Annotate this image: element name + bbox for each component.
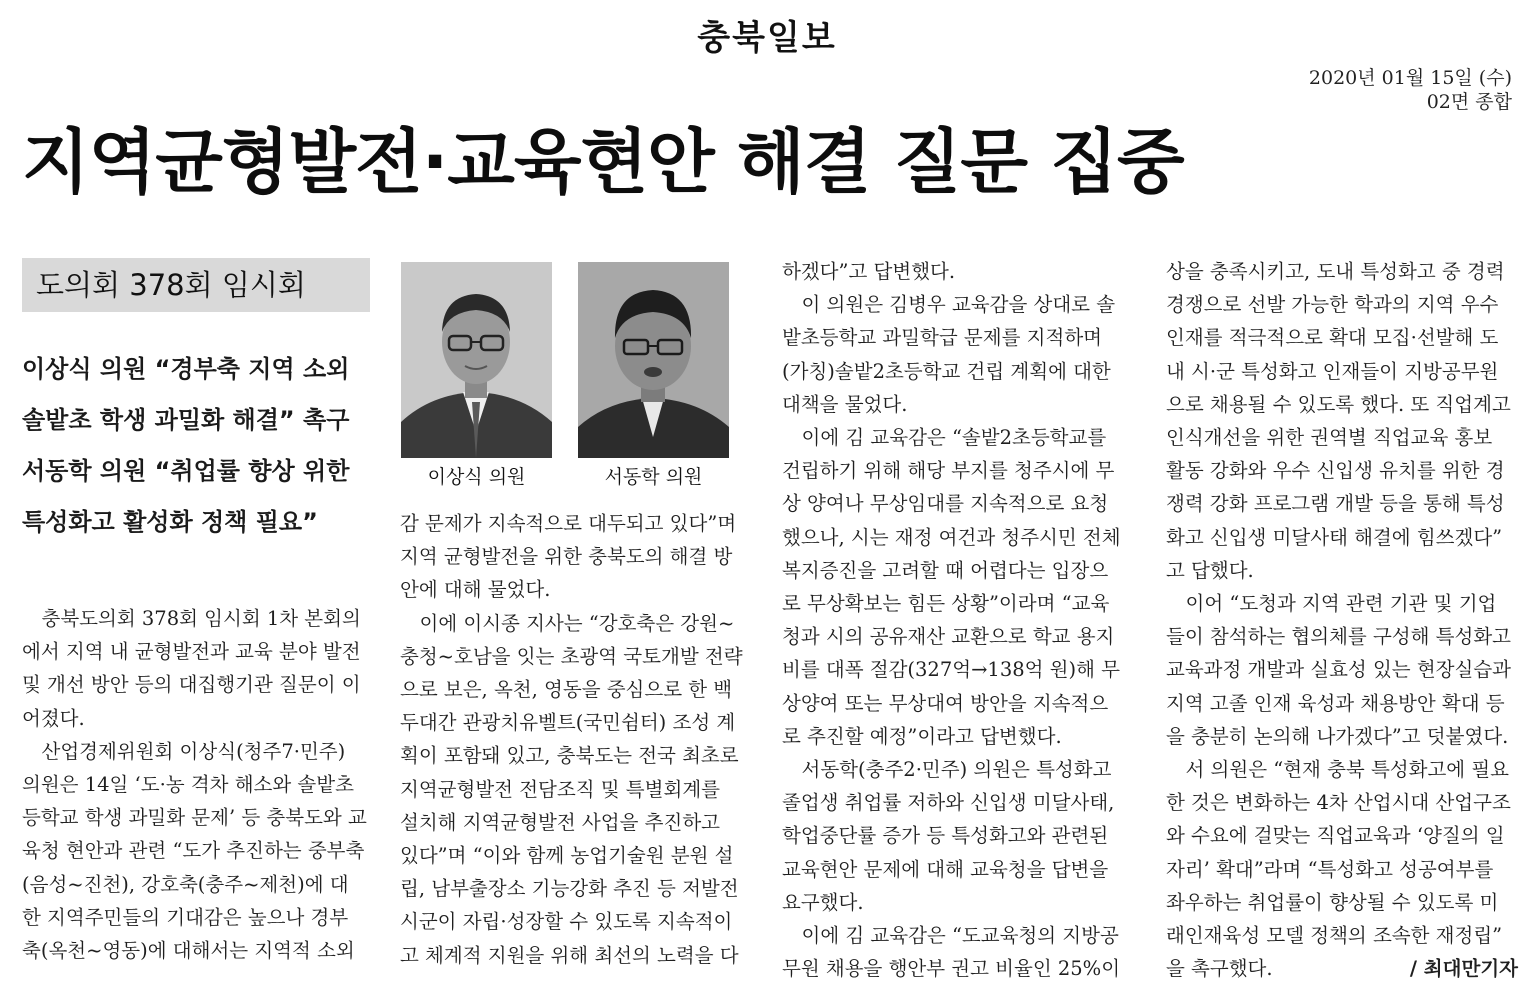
text-line: 충청~호남을 잇는 초광역 국토개발 전략 (400, 644, 743, 668)
text-line: 고 답했다. (1166, 558, 1254, 582)
text-line: 로 추진할 예정”이라고 답변했다. (782, 724, 1062, 748)
text-line: 이 의원은 김병우 교육감을 상대로 솔 (782, 293, 1116, 317)
text-line: 서 의원은 “현재 충북 특성화고에 필요 (1166, 758, 1510, 782)
photo-caption: 서동학 의원 (604, 466, 703, 488)
text-line: 활동 강화와 우수 신입생 유치를 위한 경 (1166, 459, 1505, 483)
text-line: 졸업생 취업률 저하와 신입생 미달사태, (782, 791, 1115, 815)
text-line: 지역 균형발전을 위한 충북도의 해결 방 (400, 545, 733, 569)
text-line: 이어 “도청과 지역 관련 기관 및 기업 (1166, 592, 1497, 616)
dateline (1309, 66, 1512, 114)
publication-date: 2020년 01월 15일 (수) (1308, 67, 1512, 89)
text-line: 립, 남부출장소 기능강화 추진 등 저발전 (400, 877, 739, 901)
subhead-line: 서동학 의원 “취업률 향상 위한 (22, 457, 350, 485)
text-line: 감 문제가 지속적으로 대두되고 있다”며 (400, 512, 737, 535)
text-line: 으로 채용될 수 있도록 했다. 또 직업계고 (1166, 392, 1511, 416)
text-line: 했으나, 시는 재정 여건과 청주시민 전체 (782, 525, 1121, 549)
text-line: 자리’ 확대”라며 “특성화고 성공여부를 (1166, 857, 1494, 881)
text-line: 하겠다”고 답변했다. (782, 260, 956, 283)
text-line: 고 체계적 지원을 위해 최선의 노력을 다 (400, 943, 739, 967)
text-line: 시군이 자립·성장할 수 있도록 지속적이 (400, 910, 733, 934)
text-line: 이에 이시종 지사는 “강호축은 강원~ (400, 611, 735, 635)
text-line: 을 충분히 논의해 나가겠다”고 덧붙였다. (1166, 724, 1509, 748)
text-line: 이에 김 교육감은 “도교육청의 지방공 (782, 924, 1119, 948)
text-line: 안에 대해 물었다. (400, 578, 551, 602)
text-line: 교육현안 문제에 대해 교육청을 답변을 (782, 857, 1109, 881)
photo-seo-dong-hak (578, 262, 729, 458)
text-line: 쟁력 강화 프로그램 개발 등을 통해 특성 (1166, 492, 1505, 516)
text-line: 한 지역주민들의 기대감은 높으나 경부 (22, 905, 349, 929)
text-line: 인재를 적극적으로 확대 모집·선발해 도 (1166, 326, 1499, 350)
text-line: 등학교 학생 과밀화 문제’ 등 충북도와 교 (22, 806, 367, 830)
text-line: 학업중단률 증가 등 특성화고와 관련된 (782, 824, 1109, 848)
subhead-line: 특성화고 활성화 정책 필요” (22, 508, 318, 536)
text-line: 에서 지역 내 균형발전과 교육 분야 발전 (22, 640, 361, 664)
text-line: 대책을 물었다. (782, 392, 908, 416)
text-line: 경쟁으로 선발 가능한 학과의 지역 우수 (1166, 293, 1499, 317)
text-line: 으로 보은, 옥천, 영동을 중심으로 한 백 (400, 678, 733, 702)
text-line: 건립하기 위해 해당 부지를 청주시에 무 (782, 459, 1115, 483)
text-line: 내 시·군 특성화고 인재들이 지방공무원 (1166, 359, 1499, 383)
text-line: 밭초등학교 과밀학급 문제를 지적하며 (782, 326, 1102, 350)
text-line: 지역 고졸 인재 육성과 채용방안 확대 등 (1166, 691, 1505, 715)
text-line: 상양여 또는 무상대여 방안을 지속적으 (782, 691, 1109, 715)
text-line: 충북도의회 378회 임시회 1차 본회의 (22, 607, 361, 630)
portrait-image (578, 262, 729, 458)
text-line: 비를 대폭 절감(327억→138억 원)해 무 (782, 658, 1120, 682)
article-column-4 (1166, 255, 1518, 985)
text-line: 육청 현안과 관련 “도가 추진하는 중부축 (22, 839, 365, 863)
text-line-last: 을 촉구했다. (1166, 957, 1273, 981)
text-line: 한 것은 변화하는 4차 산업시대 산업구조 (1166, 791, 1511, 815)
text-line: (음성~진천), 강호축(충주~제천)에 대 (22, 872, 349, 896)
text-line: 서동학(충주2·민주) 의원은 특성화고 (782, 758, 1112, 782)
text-line: 화고 신입생 미달사태 해결에 힘쓰겠다” (1166, 525, 1503, 549)
text-line: 래인재육성 모델 정책의 조속한 재정립” (1166, 924, 1503, 948)
subhead-line: 이상식 의원 “경부축 지역 소외 (22, 355, 350, 383)
photo-caption: 이상식 의원 (427, 466, 526, 488)
text-line (1166, 952, 1518, 985)
text-line: 있다”며 “이와 함께 농업기술원 분원 설 (400, 844, 734, 868)
article-headline: 지역균형발전·교육현안 해결 질문 집중 (22, 121, 1184, 203)
article-column-3 (782, 255, 1134, 985)
text-line: 인식개선을 위한 권역별 직업교육 홍보 (1166, 426, 1493, 450)
portrait-image (401, 262, 552, 458)
text-line: 로 무상확보는 힘든 상황”이라며 “교육 (782, 592, 1110, 616)
text-line: 좌우하는 취업률이 향상될 수 있도록 미 (1166, 890, 1499, 914)
article-column-1 (22, 602, 374, 967)
kicker-box: 도의회 378회 임시회 (22, 258, 370, 312)
text-line: 교육과정 개발과 실효성 있는 현장실습과 (1166, 658, 1512, 682)
text-line: 축(옥천~영동)에 대해서는 지역적 소외 (22, 939, 355, 963)
text-line: 들이 참석하는 협의체를 구성해 특성화고 (1166, 625, 1512, 649)
reporter-byline: / 최대만기자 (1409, 957, 1518, 981)
text-line: 지역균형발전 전담조직 및 특별회계를 (400, 777, 720, 801)
text-line: 무원 채용을 행안부 권고 비율인 25%이 (782, 957, 1121, 981)
photo-lee-sang-sik (401, 262, 552, 458)
text-line: (가칭)솔밭2초등학교 건립 계획에 대한 (782, 359, 1111, 383)
text-line: 의원은 14일 ‘도·농 격차 해소와 솔밭초 (22, 773, 354, 797)
page-section: 02면 종합 (1426, 91, 1512, 113)
subhead-line: 솔밭초 학생 과밀화 해결” 촉구 (22, 406, 350, 434)
text-line: 복지증진을 고려할 때 어렵다는 입장으 (782, 558, 1109, 582)
text-line: 획이 포함돼 있고, 충북도는 전국 최초로 (400, 744, 739, 768)
text-line: 이에 김 교육감은 “솔밭2초등학교를 (782, 426, 1107, 450)
article-column-2 (400, 507, 752, 972)
text-line: 두대간 관광치유벨트(국민쉼터) 조성 계 (400, 711, 736, 735)
text-line: 어졌다. (22, 706, 85, 730)
text-line: 상 양여나 무상임대를 지속적으로 요청 (782, 492, 1109, 516)
subheadlines (22, 344, 382, 548)
text-line: 산업경제위원회 이상식(청주7·민주) (22, 739, 346, 763)
text-line: 와 수요에 걸맞는 직업교육과 ‘양질의 일 (1166, 824, 1505, 848)
text-line: 청과 시의 공유재산 교환으로 학교 용지 (782, 625, 1115, 649)
text-line: 상을 충족시키고, 도내 특성화고 중 경력 (1166, 260, 1505, 283)
text-line: 설치해 지역균형발전 사업을 추진하고 (400, 810, 720, 834)
text-line: 및 개선 방안 등의 대집행기관 질문이 이 (22, 673, 361, 697)
text-line: 요구했다. (782, 890, 864, 914)
newspaper-masthead: 충북일보 (697, 18, 837, 58)
